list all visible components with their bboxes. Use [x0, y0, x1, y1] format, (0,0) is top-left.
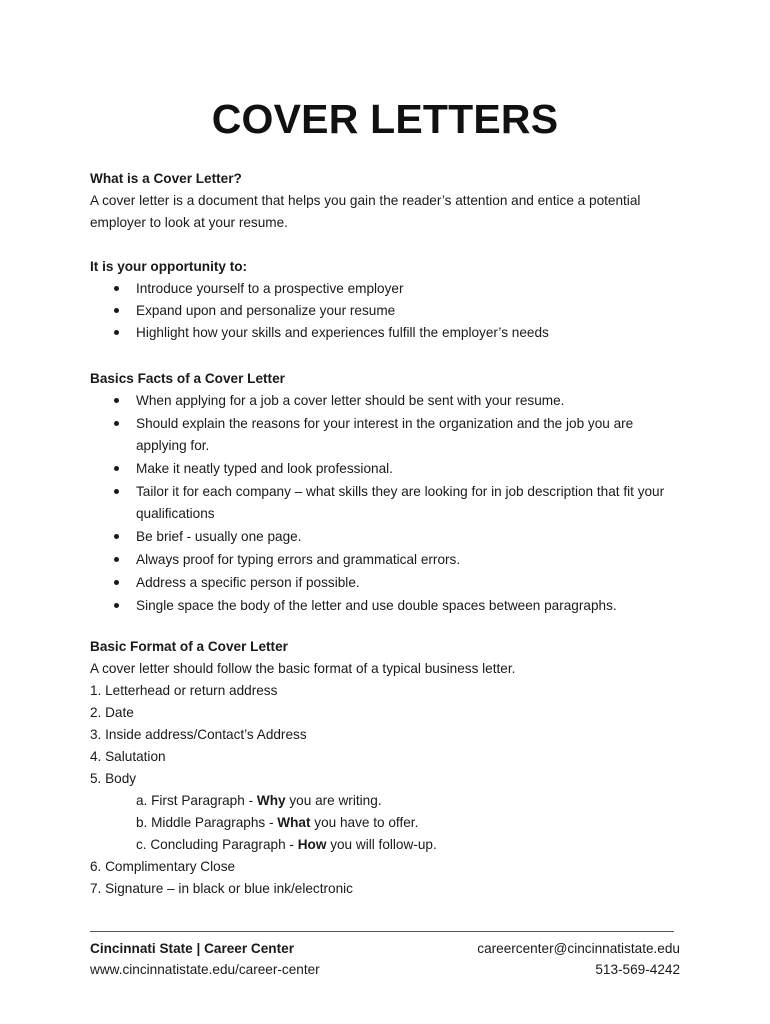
- list-item: 3. Inside address/Contact’s Address: [90, 727, 307, 742]
- footer-phone: 513-569-4242: [595, 962, 680, 977]
- list-item: Should explain the reasons for your interest in the organization and the job you are applying for.: [90, 413, 680, 457]
- body-sub-item: [90, 790, 680, 812]
- footer-email[interactable]: careercenter@cincinnatistate.edu: [477, 941, 680, 956]
- sub-item-suffix: you will follow-up.: [326, 837, 437, 852]
- sub-item-emphasis: What: [277, 815, 311, 830]
- basics-heading: Basics Facts of a Cover Letter: [90, 371, 285, 386]
- sub-item-emphasis: Why: [256, 793, 286, 808]
- sub-item-emphasis: How: [297, 837, 327, 852]
- list-item: Always proof for typing errors and grammatical errors.: [90, 549, 680, 571]
- footer-website[interactable]: www.cincinnatistate.edu/career-center: [90, 962, 320, 977]
- body-sub-item: [90, 834, 680, 856]
- basics-list: [90, 390, 680, 617]
- list-item: 5. Body: [90, 771, 137, 786]
- list-item: Address a specific person if possible.: [90, 572, 680, 594]
- sub-item-prefix: c. Concluding Paragraph -: [136, 837, 298, 852]
- list-item: 7. Signature – in black or blue ink/electronic: [90, 881, 353, 896]
- what-is-section: [90, 168, 680, 234]
- body-sub-item: [90, 812, 680, 834]
- format-heading: Basic Format of a Cover Letter: [90, 639, 288, 654]
- footer-org: Cincinnati State | Career Center: [90, 941, 294, 956]
- basics-section: [90, 368, 680, 617]
- what-is-heading: What is a Cover Letter?: [90, 171, 242, 186]
- format-list: [90, 680, 680, 900]
- list-item: 1. Letterhead or return address: [90, 683, 278, 698]
- list-item: 2. Date: [90, 705, 134, 720]
- format-section: [90, 636, 680, 900]
- opportunity-list: [90, 278, 680, 344]
- opportunity-heading: It is your opportunity to:: [90, 259, 248, 274]
- footer-divider: [90, 931, 674, 932]
- list-item: Highlight how your skills and experiences fulfill the employer’s needs: [90, 322, 680, 344]
- list-item: Expand upon and personalize your resume: [90, 300, 680, 322]
- page-title: COVER LETTERS: [211, 96, 559, 142]
- footer: [90, 938, 680, 980]
- list-item: 4. Salutation: [90, 749, 166, 764]
- list-item: 6. Complimentary Close: [90, 859, 236, 874]
- sub-item-suffix: you are writing.: [285, 793, 382, 808]
- format-intro: A cover letter should follow the basic format of a typical business letter.: [90, 661, 516, 676]
- list-item: Be brief - usually one page.: [90, 526, 680, 548]
- opportunity-section: [90, 256, 680, 344]
- list-item: When applying for a job a cover letter should be sent with your resume.: [90, 390, 680, 412]
- list-item: Single space the body of the letter and use double spaces between paragraphs.: [90, 595, 680, 617]
- list-item: Make it neatly typed and look professional.: [90, 458, 680, 480]
- sub-item-prefix: b. Middle Paragraphs -: [136, 815, 278, 830]
- list-item: Introduce yourself to a prospective employer: [90, 278, 680, 300]
- what-is-text: A cover letter is a document that helps you gain the reader’s attention and entice a potential employer to look at your resume.: [90, 193, 641, 230]
- sub-item-suffix: you have to offer.: [310, 815, 419, 830]
- sub-item-prefix: a. First Paragraph -: [136, 793, 257, 808]
- list-item: Tailor it for each company – what skills they are looking for in job description that fit your qualifications: [90, 481, 680, 525]
